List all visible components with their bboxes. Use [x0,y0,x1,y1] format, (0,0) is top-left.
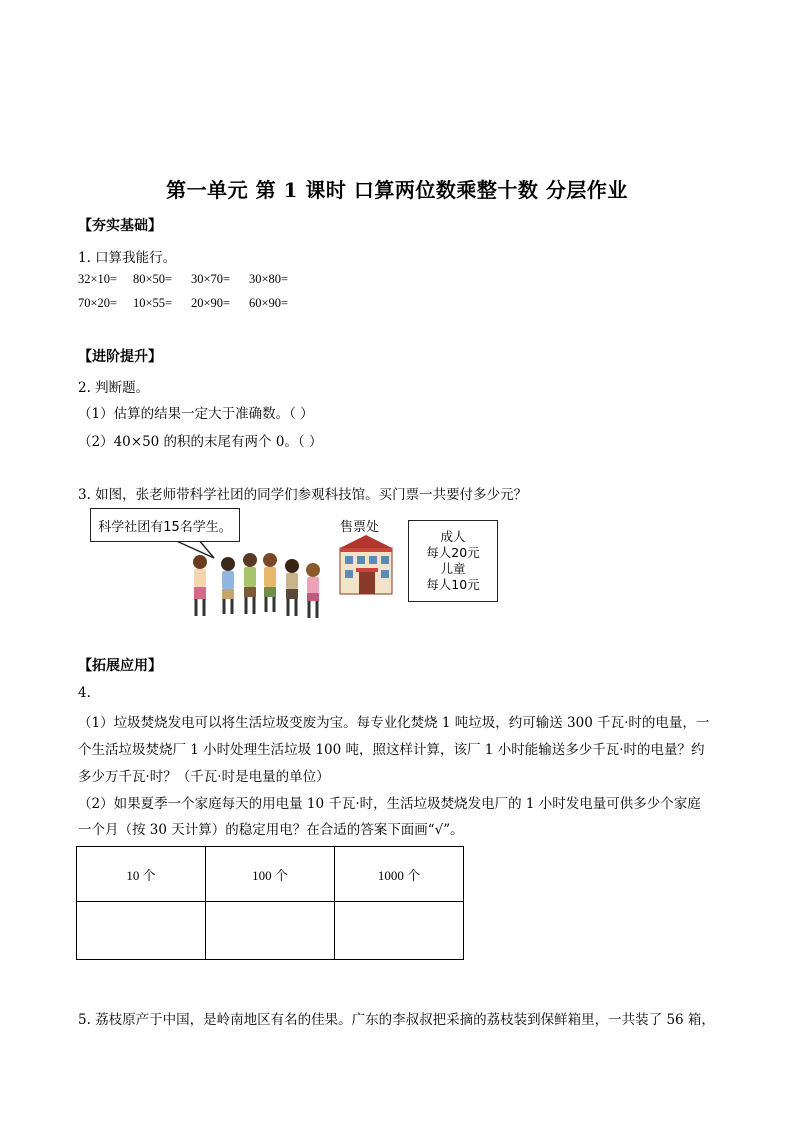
price-category-adult: 成人 [440,529,466,544]
q1-prompt: 1. 口算我能行。 [78,250,177,266]
price-category-child: 儿童 [440,561,466,576]
q4-part1-line: （1）垃圾焚烧发电可以将生活垃圾变废为宝。每专业化焚烧 1 吨垃圾，约可输送 300 千瓦·时的电量，一 [78,715,710,731]
check-cell-100[interactable] [206,902,335,960]
q2-item-2: （2）40×50 的积的末尾有两个 0。（ ） [78,434,323,450]
q5-line: 5. 荔枝原产于中国，是岭南地区有名的佳果。广东的李叔叔把采摘的荔枝装到保鲜箱里，一共装了 56 箱， [78,1012,715,1028]
q4-part1-line: 个生活垃圾焚烧厂 1 小时处理生活垃圾 100 吨，照这样计算，该厂 1 小时能输送多少千瓦·时的电量？约 [78,742,705,758]
answer-options-table [76,846,464,960]
q4-part2-line: 一个月（按 30 天计算）的稳定用电？在合适的答案下面画“√”。 [78,822,464,838]
section-extend-heading: 【拓展应用】 [78,658,162,674]
section-basic-heading: 【夯实基础】 [78,218,162,234]
q4-part1-line: 多少万千瓦·时？（千瓦·时是电量的单位） [78,769,330,785]
q1-row1-item: 32×10= [78,272,118,286]
q4-part2-line: （2）如果夏季一个家庭每天的用电量 10 千瓦·时，生活垃圾焚烧发电厂的 1 小时发电量可供多少个家庭 [78,796,701,812]
q1-row2-item: 60×90= [249,296,289,310]
q4-number: 4. [78,685,91,701]
q1-row1-item: 30×80= [249,272,289,286]
check-cell-10[interactable] [77,902,206,960]
price-adult: 每人20元 [426,545,480,560]
price-child: 每人10元 [426,577,480,592]
q1-row2-item: 70×20= [78,296,118,310]
q1-row2-item: 10×55= [133,296,173,310]
speech-bubble: 科学社团有15名学生。 [90,508,240,542]
page-title: 第一单元 第 1 课时 口算两位数乘整十数 分层作业 [166,178,628,202]
section-advanced-heading: 【进阶提升】 [78,349,162,365]
q3-prompt: 3. 如图，张老师带科学社团的同学们参观科技馆。买门票一共要付多少元？ [78,487,528,503]
option-1000: 1000 个 [335,847,464,902]
check-cell-1000[interactable] [335,902,464,960]
q1-row2-item: 20×90= [191,296,231,310]
q2-item-1: （1）估算的结果一定大于准确数。（ ） [78,406,314,422]
option-100: 100 个 [206,847,335,902]
q1-row1-item: 30×70= [191,272,231,286]
ticket-office-label: 售票处 [340,520,380,535]
q1-row1-item: 80×50= [133,272,173,286]
ticket-price-box [408,520,498,602]
ticket-office-building-illustration [334,532,398,596]
option-10: 10 个 [77,847,206,902]
q2-prompt: 2. 判断题。 [78,380,150,396]
children-group-illustration [186,550,326,625]
